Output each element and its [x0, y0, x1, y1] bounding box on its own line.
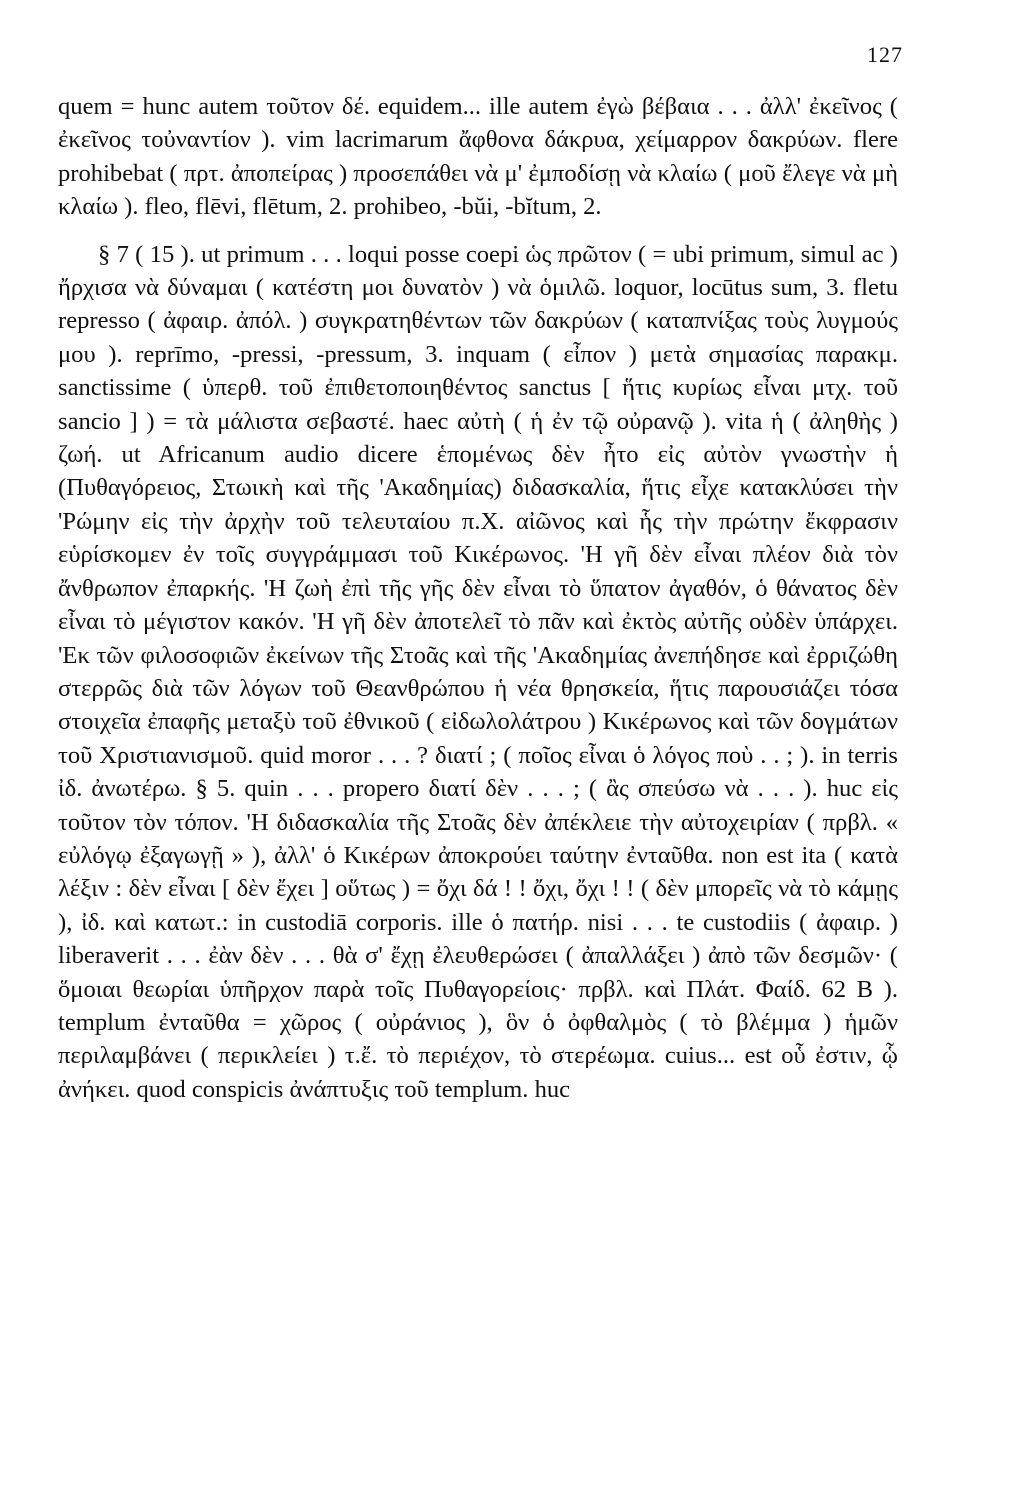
paragraph-2: § 7 ( 15 ). ut primum . . . loqui posse coepi ὡς πρῶτον ( = ubi primum, simul ac ) ἤρχισα νὰ δύναμαι ( κατέστη μοι δυνατὸν ) νὰ ὁμιλῶ. loquor, locūtus sum, 3. fletu represso ( ἀφαιρ. ἀπόλ. ) συγκρατηθέντων τῶν δακρύων ( καταπνίξας τοὺς λυγμούς μου ). reprīmo, -pressi, -pressum, 3. inquam ( εἶπον ) μετὰ σημασίας παρακμ. sanctissime ( ὑπερθ. τοῦ ἐπιθετοποιηθέντος sanctus [ ἥτις κυρίως εἶναι μτχ. τοῦ sancio ] ) = τὰ μάλιστα σεβαστέ. haec αὐτὴ ( ἡ ἐν τῷ οὐρανῷ ). vita ἡ ( ἀληθὴς ) ζωή. ut Africanum audio dicere ἑπομένως δὲν ἦτο εἰς αὐτὸν γνωστὴν ἡ (Πυθαγόρειος, Στωικὴ καὶ τῆς 'Ακαδημίας) διδασκαλία, ἥτις εἶχε κατακλύσει τὴν 'Ρώμην εἰς τὴν ἀρχὴν τοῦ τελευταίου π.Χ. αἰῶνος καὶ ἧς τὴν πρώτην ἔκφρασιν εὑρίσκομεν ἐν τοῖς συγγράμμασι τοῦ Κικέρωνος. 'Η γῆ δὲν εἶναι πλέον διὰ τὸν ἄνθρωπον ἐπαρκής. 'Η ζωὴ ἐπὶ τῆς γῆς δὲν εἶναι τὸ ὕπατον ἀγαθόν, ὁ θάνατος δὲν εἶναι τὸ μέγιστον κακόν. 'Η γῆ δὲν ἀποτελεῖ τὸ πᾶν καὶ ἐκτὸς αὐτῆς οὐδὲν ὑπάρχει. 'Εκ τῶν φιλοσοφιῶν ἐκείνων τῆς Στοᾶς καὶ τῆς 'Ακαδημίας ἀνεπήδησε καὶ ἐρριζώθη στερρῶς διὰ τῶν λόγων τοῦ Θεανθρώπου ἡ νέα θρησκεία, ἥτις παρουσιάζει τόσα στοιχεῖα ἐπαφῆς μεταξὺ τοῦ ἐθνικοῦ ( εἰδωλολάτρου ) Κικέρωνος καὶ τῶν δογμάτων τοῦ Χριστιανισμοῦ. quid moror . . . ? διατί ; ( ποῖος εἶναι ὁ λόγος ποὺ . . ; ). in terris ἰδ. ἀνωτέρω. § 5. quin . . . propero διατί δὲν . . . ; ( ἂς σπεύσω νὰ . . . ). huc εἰς τοῦτον τὸν τόπον. 'Η διδασκαλία τῆς Στοᾶς δὲν ἀπέκλειε τὴν αὐτοχειρίαν ( πρβλ. « εὐλόγῳ ἐξαγωγῇ » ), ἀλλ' ὁ Κικέρων ἀποκρούει ταύτην ἐνταῦθα. non est ita ( κατὰ λέξιν : δὲν εἶναι [ δὲν ἔχει ] οὕτως ) = ὄχι δά ! ! ὄχι, ὄχι ! ! ( δὲν μπορεῖς νὰ τὸ κάμῃς ), ἰδ. καὶ κατωτ.: in custodiā corporis. ille ὁ πατήρ. nisi . . . te custodiis ( ἀφαιρ. ) liberaverit . . . ἐὰν δὲν . . . θὰ σ' ἔχῃ ἐλευθερώσει ( ἀπαλλάξει ) ἀπὸ τῶν δεσμῶν· ( ὅμοιαι θεωρίαι ὑπῆρχον παρὰ τοῖς Πυθαγορείοις· πρβλ. καὶ Πλάτ. Φαίδ. 62 B ). templum ἐνταῦθα = χῶρος ( οὐράνιος ), ὃν ὁ ὀφθαλμὸς ( τὸ βλέμμα ) ἡμῶν περιλαμβάνει ( περικλείει ) τ.ἔ. τὸ περιέχον, τὸ στερέωμα. cuius... est οὗ ἐστιν, ᾧ ἀνήκει. quod conspicis ἀνάπτυξις τοῦ templum. huc	[58, 240, 898, 1103]
page-body	[58, 90, 898, 1106]
paragraph-1: quem = hunc autem τοῦτον δέ. equidem... ille autem ἐγὼ βέβαια . . . ἀλλ' ἐκεῖνος ( ἐκεῖνος τοὐναντίον ). vim lacrimarum ἄφθονα δάκρυα, χείμαρρον δακρύων. flere prohibebat ( πρτ. ἀποπείρας ) προσεπάθει νὰ μ' ἐμποδίσῃ νὰ κλαίω ( μοῦ ἔλεγε νὰ μὴ κλαίω ). fleo, flēvi, flētum, 2. prohibeo, -bŭi, -bĭtum, 2.	[58, 93, 898, 221]
page-number: 127	[867, 42, 903, 67]
